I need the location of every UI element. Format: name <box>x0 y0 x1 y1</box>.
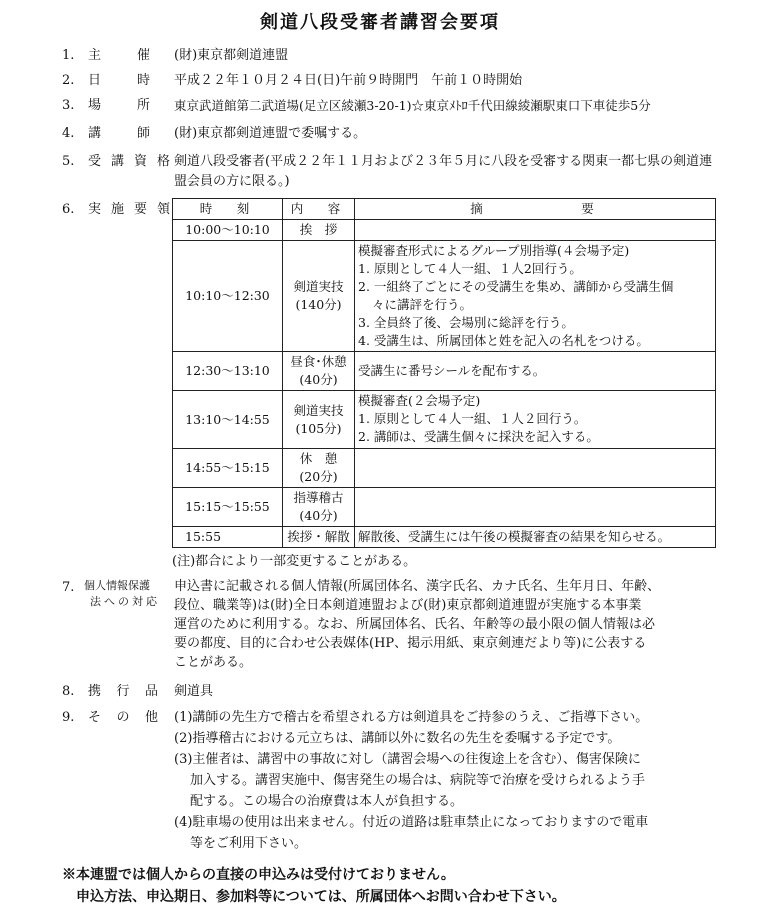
row-time: 10:10～12:30 <box>173 241 283 352</box>
item-label: そ の 他 <box>88 710 158 725</box>
row-summary: 解散後、受講生には午後の模擬審査の結果を知らせる。 <box>355 527 716 548</box>
item-label: 実 施 要 領 <box>88 202 170 217</box>
item-privacy <box>62 578 178 618</box>
row-summary: 受講生に番号シールを配布する。 <box>355 352 716 391</box>
item-procedure <box>62 200 172 220</box>
footer-line-1: ※本連盟では個人からの直接の申込みは受付けておりません。 <box>62 867 455 883</box>
schedule-table <box>172 198 716 548</box>
row-time: 15:55 <box>173 527 283 548</box>
item-label: 場 所 <box>88 98 150 113</box>
item-lecturer <box>62 124 722 144</box>
row-content: 挨 拶 <box>283 220 355 241</box>
item-label: 携 行 品 <box>88 684 158 699</box>
row-summary <box>355 220 716 241</box>
row-time: 10:00～10:10 <box>173 220 283 241</box>
row-time: 13:10～14:55 <box>173 391 283 449</box>
page-title: 剣道八段受審者講習会要項 <box>260 12 500 33</box>
item-number: 7. <box>62 580 75 595</box>
item-label: 主 催 <box>88 48 150 63</box>
item-value: (財)東京都剣道連盟 <box>174 48 289 63</box>
other-text: (1)講師の先生方で稽古を希望される方は剣道具をご持参のうえ、ご指導下さい。 (2)指導稽古における元立ちは、講師以外に数名の先生を委嘱する予定です。 (3)主催者は、講習中の事故に対し（講習会場への往復途上を含む）、傷害保険に 加入する。講習実施中、傷害発生の場合は、病院等で治療を受けられるよう手 配する。この場合の治療費は本人が負担する。 (4)駐車場の使用は出来ません。付近の道路は駐車禁止になっておりますので電車 等をご利用下さい。 <box>174 710 649 851</box>
privacy-text: 申込書に記載される個人情報(所属団体名、漢字氏名、カナ氏名、生年月日、年齢、 段位、職業等)は(財)全日本剣道連盟および(財)東京都剣道連盟が実施する本事業 運営のために利用する。なお、所属団体名、氏名、年齢等の最小限の個人情報は必 要の都度、目的に合わせ公表媒体(HP、掲示用紙、東京剣連だより等)に公表する ことがある。 <box>174 579 661 670</box>
header-time: 時 刻 <box>173 199 283 220</box>
item-number: 2. <box>62 73 75 88</box>
row-summary <box>355 488 716 527</box>
item-number: 8. <box>62 684 75 699</box>
item-datetime <box>62 71 722 91</box>
row-content: 休 憩 (20分) <box>283 449 355 488</box>
item-number: 9. <box>62 710 75 725</box>
item-label: 受 講 資 格 <box>88 154 170 169</box>
row-time: 12:30～13:10 <box>173 352 283 391</box>
item-label: 日 時 <box>88 73 150 88</box>
item-eligibility <box>62 152 722 192</box>
row-content: 剣道実技 (105分) <box>283 391 355 449</box>
row-summary: 模擬審査形式によるグループ別指導(４会場予定) 1. 原則として４人一組、１人2回行う。 2. 一組終了ごとにその受講生を集め、講師から受講生個 々に講評を行う。 3. 全員終了後、会場別に総評を行う。 4. 受講生は、所属団体と姓を記入の名札をつける。 <box>355 241 716 352</box>
schedule-note: (注)都合により一部変更することがある。 <box>172 554 417 569</box>
row-content: 昼食･休憩 (40分) <box>283 352 355 391</box>
item-number: 1. <box>62 48 75 63</box>
item-number: 6. <box>62 202 75 217</box>
row-time: 14:55～15:15 <box>173 449 283 488</box>
table-row <box>173 449 716 488</box>
item-other <box>62 708 172 728</box>
item-value: 剣道具 <box>174 684 214 699</box>
item-value: 剣道八段受審者(平成２２年１１月および２３年５月に八段を受審する関東一都七県の剣道連盟会員の方に限る。) <box>174 154 713 189</box>
item-value: 平成２２年１０月２４日(日)午前９時開門 午前１０時開始 <box>174 73 523 88</box>
table-row <box>173 220 716 241</box>
item-label: 講 師 <box>88 126 150 141</box>
item-organizer <box>62 46 722 66</box>
footer-line-2: 申込方法、申込期日、参加料等については、所属団体へお問い合わせ下さい。 <box>76 889 566 905</box>
item-number: 5. <box>62 154 75 169</box>
row-content: 挨拶・解散 <box>283 527 355 548</box>
item-label: 個人情報保護 法への対応 <box>84 579 160 608</box>
table-row <box>173 488 716 527</box>
row-summary <box>355 449 716 488</box>
item-carry <box>62 682 722 702</box>
row-time: 15:15～15:55 <box>173 488 283 527</box>
header-summary: 摘 要 <box>355 199 716 220</box>
table-row <box>173 352 716 391</box>
row-content: 剣道実技 (140分) <box>283 241 355 352</box>
item-number: 4. <box>62 126 75 141</box>
header-content: 内 容 <box>283 199 355 220</box>
item-value: 東京武道館第二武道場(足立区綾瀬3-20-1)☆東京ﾒﾄﾛ千代田線綾瀬駅東口下車徒歩5分 <box>174 98 651 113</box>
item-venue <box>62 96 722 116</box>
row-content: 指導稽古 (40分) <box>283 488 355 527</box>
table-row <box>173 391 716 449</box>
table-row <box>173 241 716 352</box>
item-value: (財)東京都剣道連盟で委嘱する。 <box>174 126 367 141</box>
schedule-header-row <box>173 199 716 220</box>
row-summary: 模擬審査(２会場予定) 1. 原則として４人一組、１人２回行う。 2. 講師は、受講生個々に採決を記入する。 <box>355 391 716 449</box>
item-number: 3. <box>62 98 75 113</box>
table-row <box>173 527 716 548</box>
